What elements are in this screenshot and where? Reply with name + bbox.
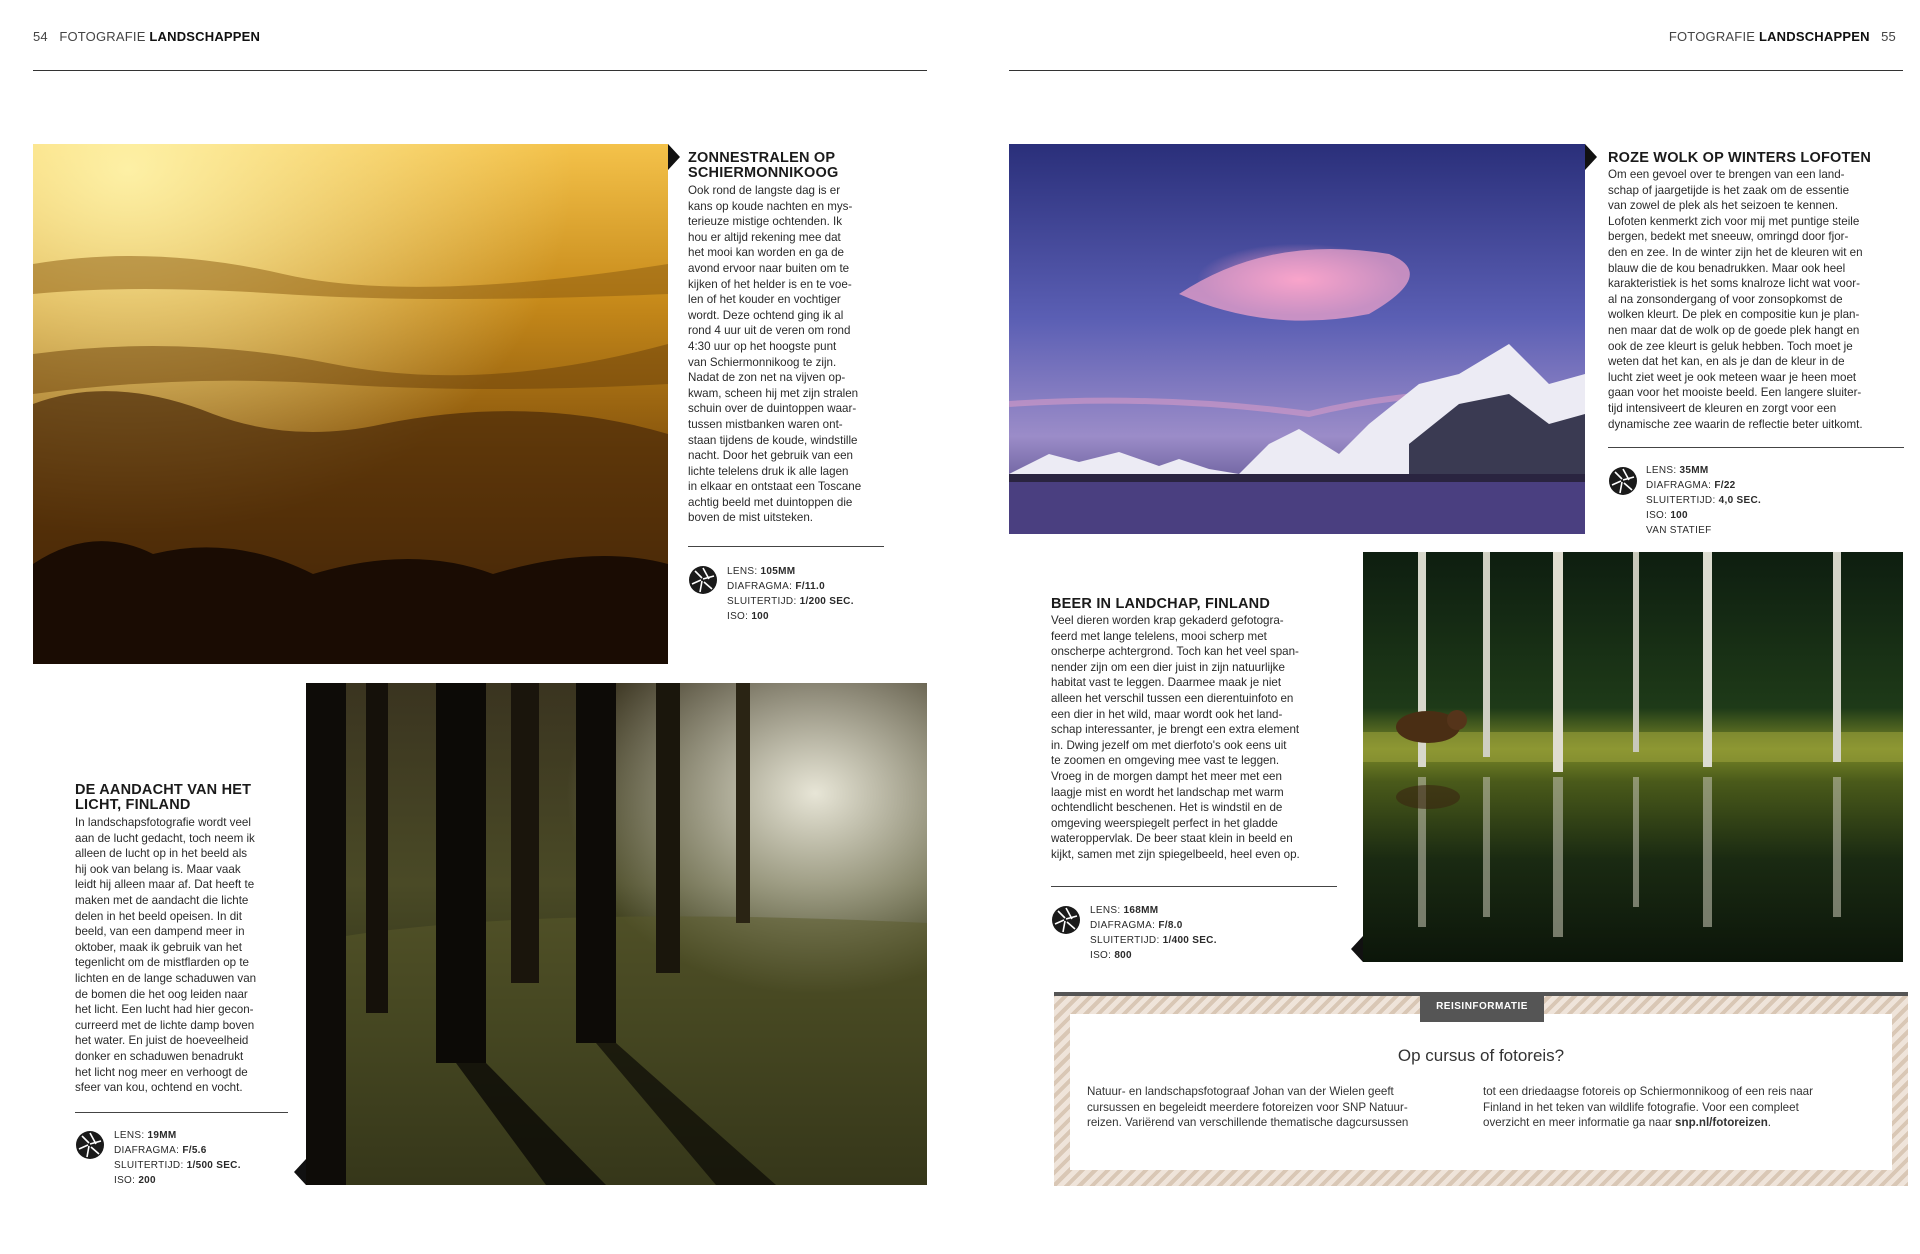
pointer-triangle xyxy=(1585,144,1597,170)
specs-rule xyxy=(1608,447,1904,448)
body-line: sfeer van kou, ochtend en vocht. xyxy=(75,1081,243,1095)
body-line: het licht. Een lucht had hier gecon- xyxy=(75,1003,254,1017)
travel-info-line: reizen. Variërend van verschillende thematische dagcursussen xyxy=(1087,1116,1409,1130)
body-line: onscherpe achtergrond. Toch kan het veel span- xyxy=(1051,645,1299,659)
travel-info-line: Finland in het teken van wildlife fotografie. Voor een compleet xyxy=(1483,1100,1799,1114)
spec-aperture: DIAFRAGMA: F/5.6 xyxy=(114,1145,207,1156)
body-line: kijken of het helder is en te voe- xyxy=(688,277,852,291)
photo-schiermonnikoog-dunes xyxy=(33,144,668,664)
specs-lofoten xyxy=(1646,463,1761,538)
specs-rule xyxy=(75,1112,288,1113)
body-line: tegenlicht om de mistflarden op te xyxy=(75,956,250,970)
travel-info-line: tot een driedaagse fotoreis op Schiermonnikoog of een reis naar xyxy=(1483,1085,1813,1098)
left-page-header xyxy=(33,29,260,44)
spec-lens: LENS: 168MM xyxy=(1090,905,1159,916)
article-body-lofoten xyxy=(1608,167,1908,432)
body-line: alleen de lucht op in het beeld als xyxy=(75,847,248,861)
travel-info-line: Natuur- en landschapsfotograaf Johan van der Wielen geeft xyxy=(1087,1085,1394,1098)
left-page-number: 54 xyxy=(33,29,48,44)
body-line: lichten en de lange schaduwen van xyxy=(75,971,257,985)
spec-aperture: DIAFRAGMA: F/22 xyxy=(1646,480,1736,491)
body-line: kwam, scheen hij met zijn stralen xyxy=(688,386,859,400)
spec-lens: LENS: 19MM xyxy=(114,1130,177,1141)
body-line: Ook rond de langste dag is er xyxy=(688,184,841,197)
spec-aperture: DIAFRAGMA: F/11.0 xyxy=(727,581,825,592)
body-line: te zoomen en omgeving mee vast te leggen. xyxy=(1051,754,1280,768)
spec-shutter: SLUITERTIJD: 1/200 SEC. xyxy=(727,596,854,607)
body-line: aan de lucht gedacht, toch neem ik xyxy=(75,831,255,845)
body-line: schap interessanter, je brengt een extra element xyxy=(1051,723,1300,737)
body-line: habitat vast te leggen. Daarmee maak je niet xyxy=(1051,676,1282,690)
spec-shutter: SLUITERTIJD: 1/400 SEC. xyxy=(1090,935,1217,946)
body-line: wateroppervlak. De beer staat klein in beeld en xyxy=(1051,832,1293,846)
title-line: SCHIERMONNIKOOG xyxy=(688,165,839,181)
body-line: hou er altijd rekening mee dat xyxy=(688,230,841,244)
body-line: ook de zee kleurt is geluk hebben. Toch moet je xyxy=(1608,339,1853,353)
travel-info-column-2 xyxy=(1483,1084,1883,1131)
photo-lofoten xyxy=(1009,144,1585,534)
body-line: nender zijn om een dier juist in zijn natuurlijke xyxy=(1051,660,1285,674)
photo-finland-forest xyxy=(306,683,927,1185)
right-section-bold: LANDSCHAPPEN xyxy=(1758,29,1870,44)
body-line: omgeving weerspiegelt perfect in het gladde xyxy=(1051,816,1278,830)
body-line: blauw die de kou benadrukken. Maar ook heel xyxy=(1608,261,1846,275)
body-line: het mooi kan worden en ga de xyxy=(688,246,844,260)
pointer-triangle xyxy=(294,1159,306,1185)
body-line: tijd intensiveert de kleuren en zorgt voor een xyxy=(1608,401,1837,415)
article-body-beer xyxy=(1051,613,1351,863)
travel-info-tab: REISINFORMATIE xyxy=(1420,992,1544,1022)
body-line: delen in het beeld opeisen. In dit xyxy=(75,909,242,923)
body-line: het water. En juist de hoeveelheid xyxy=(75,1034,249,1048)
aperture-icon xyxy=(688,565,718,595)
travel-info-title: Op cursus of fotoreis? xyxy=(1397,1046,1565,1065)
spec-shutter: SLUITERTIJD: 4,0 SEC. xyxy=(1646,495,1762,506)
spec-lens: LENS: 105MM xyxy=(727,566,796,577)
spec-iso: ISO: 100 xyxy=(1646,510,1688,521)
body-line: tussen mistbanken waren ont- xyxy=(688,417,843,431)
body-line: achtig beeld met duintoppen die xyxy=(688,495,853,509)
body-line: hij ook van belang is. Maar vaak xyxy=(75,862,241,876)
body-line: in. Dwing jezelf om met dierfoto's ook eens uit xyxy=(1051,738,1287,752)
body-line: gaan voor het mooiste beeld. Een langere sluiter- xyxy=(1608,386,1862,400)
specs-rule xyxy=(688,546,884,547)
spec-iso: ISO: 100 xyxy=(727,611,769,622)
body-line: lucht ziet weet je ook meteen waar je heen moet xyxy=(1608,370,1857,384)
pointer-triangle xyxy=(668,144,680,170)
body-line: beeld, van een dampend meer in xyxy=(75,925,245,939)
body-line: nacht. Door het gebruik van een xyxy=(688,449,853,463)
specs-finland-licht xyxy=(114,1128,241,1188)
specs-rule xyxy=(1051,886,1337,887)
travel-info-line: cursussen en begeleidt meerdere fotoreizen voor SNP Natuur- xyxy=(1087,1100,1408,1114)
body-line: kijkt, samen met zijn spiegelbeeld, heel even op. xyxy=(1051,847,1300,861)
body-line: Nadat de zon net na vijven op- xyxy=(688,371,846,385)
right-page-number: 55 xyxy=(1881,29,1896,44)
aperture-icon xyxy=(75,1130,105,1160)
body-line: staan tijdens de koude, windstille xyxy=(688,433,858,447)
body-line: 4:30 uur op het hoogste punt xyxy=(688,339,837,353)
body-line: dynamische zee waarin de reflectie beter uitkomt. xyxy=(1608,417,1863,431)
specs-beer xyxy=(1090,903,1217,963)
body-line: terieuze mistige ochtenden. Ik xyxy=(688,215,843,229)
spec-aperture: DIAFRAGMA: F/8.0 xyxy=(1090,920,1183,931)
aperture-icon xyxy=(1051,905,1081,935)
article-body-finland-licht xyxy=(75,815,305,1096)
body-line: schuin over de duintoppen waar- xyxy=(688,402,857,416)
specs-schiermonnikoog xyxy=(727,564,854,624)
article-body-schiermonnikoog xyxy=(688,183,918,526)
body-line: donker en schaduwen benadrukt xyxy=(75,1049,244,1063)
body-line: weten dat het kan, en als je dan de kleur in de xyxy=(1608,355,1845,369)
spec-iso: ISO: 800 xyxy=(1090,950,1132,961)
body-line: boven de mist uitsteken. xyxy=(688,511,814,525)
title-line: LICHT, FINLAND xyxy=(75,797,191,813)
body-line: van zowel de plek als het seizoen te kennen. xyxy=(1608,199,1839,213)
body-line: karakteristiek is het soms knalroze licht wat voor- xyxy=(1608,277,1860,291)
body-line: avond ervoor naar buiten om te xyxy=(688,261,850,275)
body-line: maken met de aandacht die lichte xyxy=(75,893,249,907)
right-header-rule xyxy=(1009,70,1903,71)
travel-info-column-1 xyxy=(1087,1084,1467,1131)
body-line: den en zee. In de winter zijn het de kleuren wit en xyxy=(1608,245,1863,259)
article-title-lofoten: ROZE WOLK OP WINTERS LOFOTEN xyxy=(1608,150,1872,166)
body-line: de bomen die het oog leiden naar xyxy=(75,987,248,1001)
pointer-triangle xyxy=(1351,936,1363,962)
body-line: len of het kouder en vochtiger xyxy=(688,293,841,307)
title-line: DE AANDACHT VAN HET xyxy=(75,782,252,798)
body-line: Om een gevoel over te brengen van een land- xyxy=(1608,168,1845,181)
body-line: nen maar dat de wolk op de goede plek hangt en xyxy=(1608,323,1860,337)
body-line: laagje mist en wordt het landschap met warm xyxy=(1051,785,1284,799)
body-line: in elkaar en ontstaat een Toscane xyxy=(688,480,862,494)
spec-shutter: SLUITERTIJD: 1/500 SEC. xyxy=(114,1160,241,1171)
body-line: het licht nog meer en verhoogt de xyxy=(75,1065,248,1079)
body-line: In landschapsfotografie wordt veel xyxy=(75,816,251,829)
article-title-finland-licht xyxy=(75,783,295,813)
spec-extra: VAN STATIEF xyxy=(1646,525,1712,536)
article-title-schiermonnikoog xyxy=(688,151,898,181)
body-line: wolken kleurt. De plek en compositie kun je plan- xyxy=(1608,308,1860,322)
body-line: alleen het verschil tussen een dierentuinfoto en xyxy=(1051,691,1294,705)
body-line: oktober, maak ik gebruik van het xyxy=(75,940,242,954)
body-line: bergen, bedekt met sneeuw, omringd door fjor- xyxy=(1608,230,1849,244)
body-line: curreerd met de lichte damp boven xyxy=(75,1018,255,1032)
body-line: Vroeg in de morgen dampt het meer met een xyxy=(1051,769,1282,783)
travel-info-line: overzicht en meer informatie ga naar snp.nl/fotoreizen. xyxy=(1483,1116,1772,1130)
aperture-icon xyxy=(1608,466,1638,496)
left-header-rule xyxy=(33,70,927,71)
body-line: ochtendlicht beschenen. Het is windstil en de xyxy=(1051,801,1283,815)
body-line: rond 4 uur uit de veren om rond xyxy=(688,324,851,338)
body-line: feerd met lange telelens, mooi scherp met xyxy=(1051,629,1267,643)
travel-info-link[interactable]: snp.nl/fotoreizen xyxy=(1675,1116,1768,1130)
right-section-label: FOTOGRAFIE xyxy=(1668,29,1756,44)
body-line: van Schiermonnikoog te zijn. xyxy=(688,355,837,369)
body-line: een dier in het wild, maar wordt ook het land- xyxy=(1051,707,1283,721)
body-line: schap of jaargetijde is het zaak om de essentie xyxy=(1608,183,1850,197)
right-page-header xyxy=(1669,29,1896,44)
body-line: wordt. Deze ochtend ging ik al xyxy=(688,308,844,322)
left-section-bold: LANDSCHAPPEN xyxy=(149,29,261,44)
article-title-beer: BEER IN LANDCHAP, FINLAND xyxy=(1051,596,1271,612)
spec-lens: LENS: 35MM xyxy=(1646,465,1709,476)
title-line: ZONNESTRALEN OP xyxy=(688,150,836,166)
body-line: Lofoten kenmerkt zich voor mij met puntige steile xyxy=(1608,214,1860,228)
body-line: kans op koude nachten en mys- xyxy=(688,199,853,213)
body-line: lichte telelens druk ik alle lagen xyxy=(688,464,849,478)
body-line: al na zonsondergang of voor zonsopkomst de xyxy=(1608,292,1843,306)
body-line: leidt hij alleen maar af. Dat heeft te xyxy=(75,878,255,892)
left-section-label: FOTOGRAFIE xyxy=(59,29,146,44)
photo-bear-landscape xyxy=(1363,552,1903,962)
spec-iso: ISO: 200 xyxy=(114,1175,156,1186)
body-line: Veel dieren worden krap gekaderd gefotogra- xyxy=(1051,614,1284,627)
